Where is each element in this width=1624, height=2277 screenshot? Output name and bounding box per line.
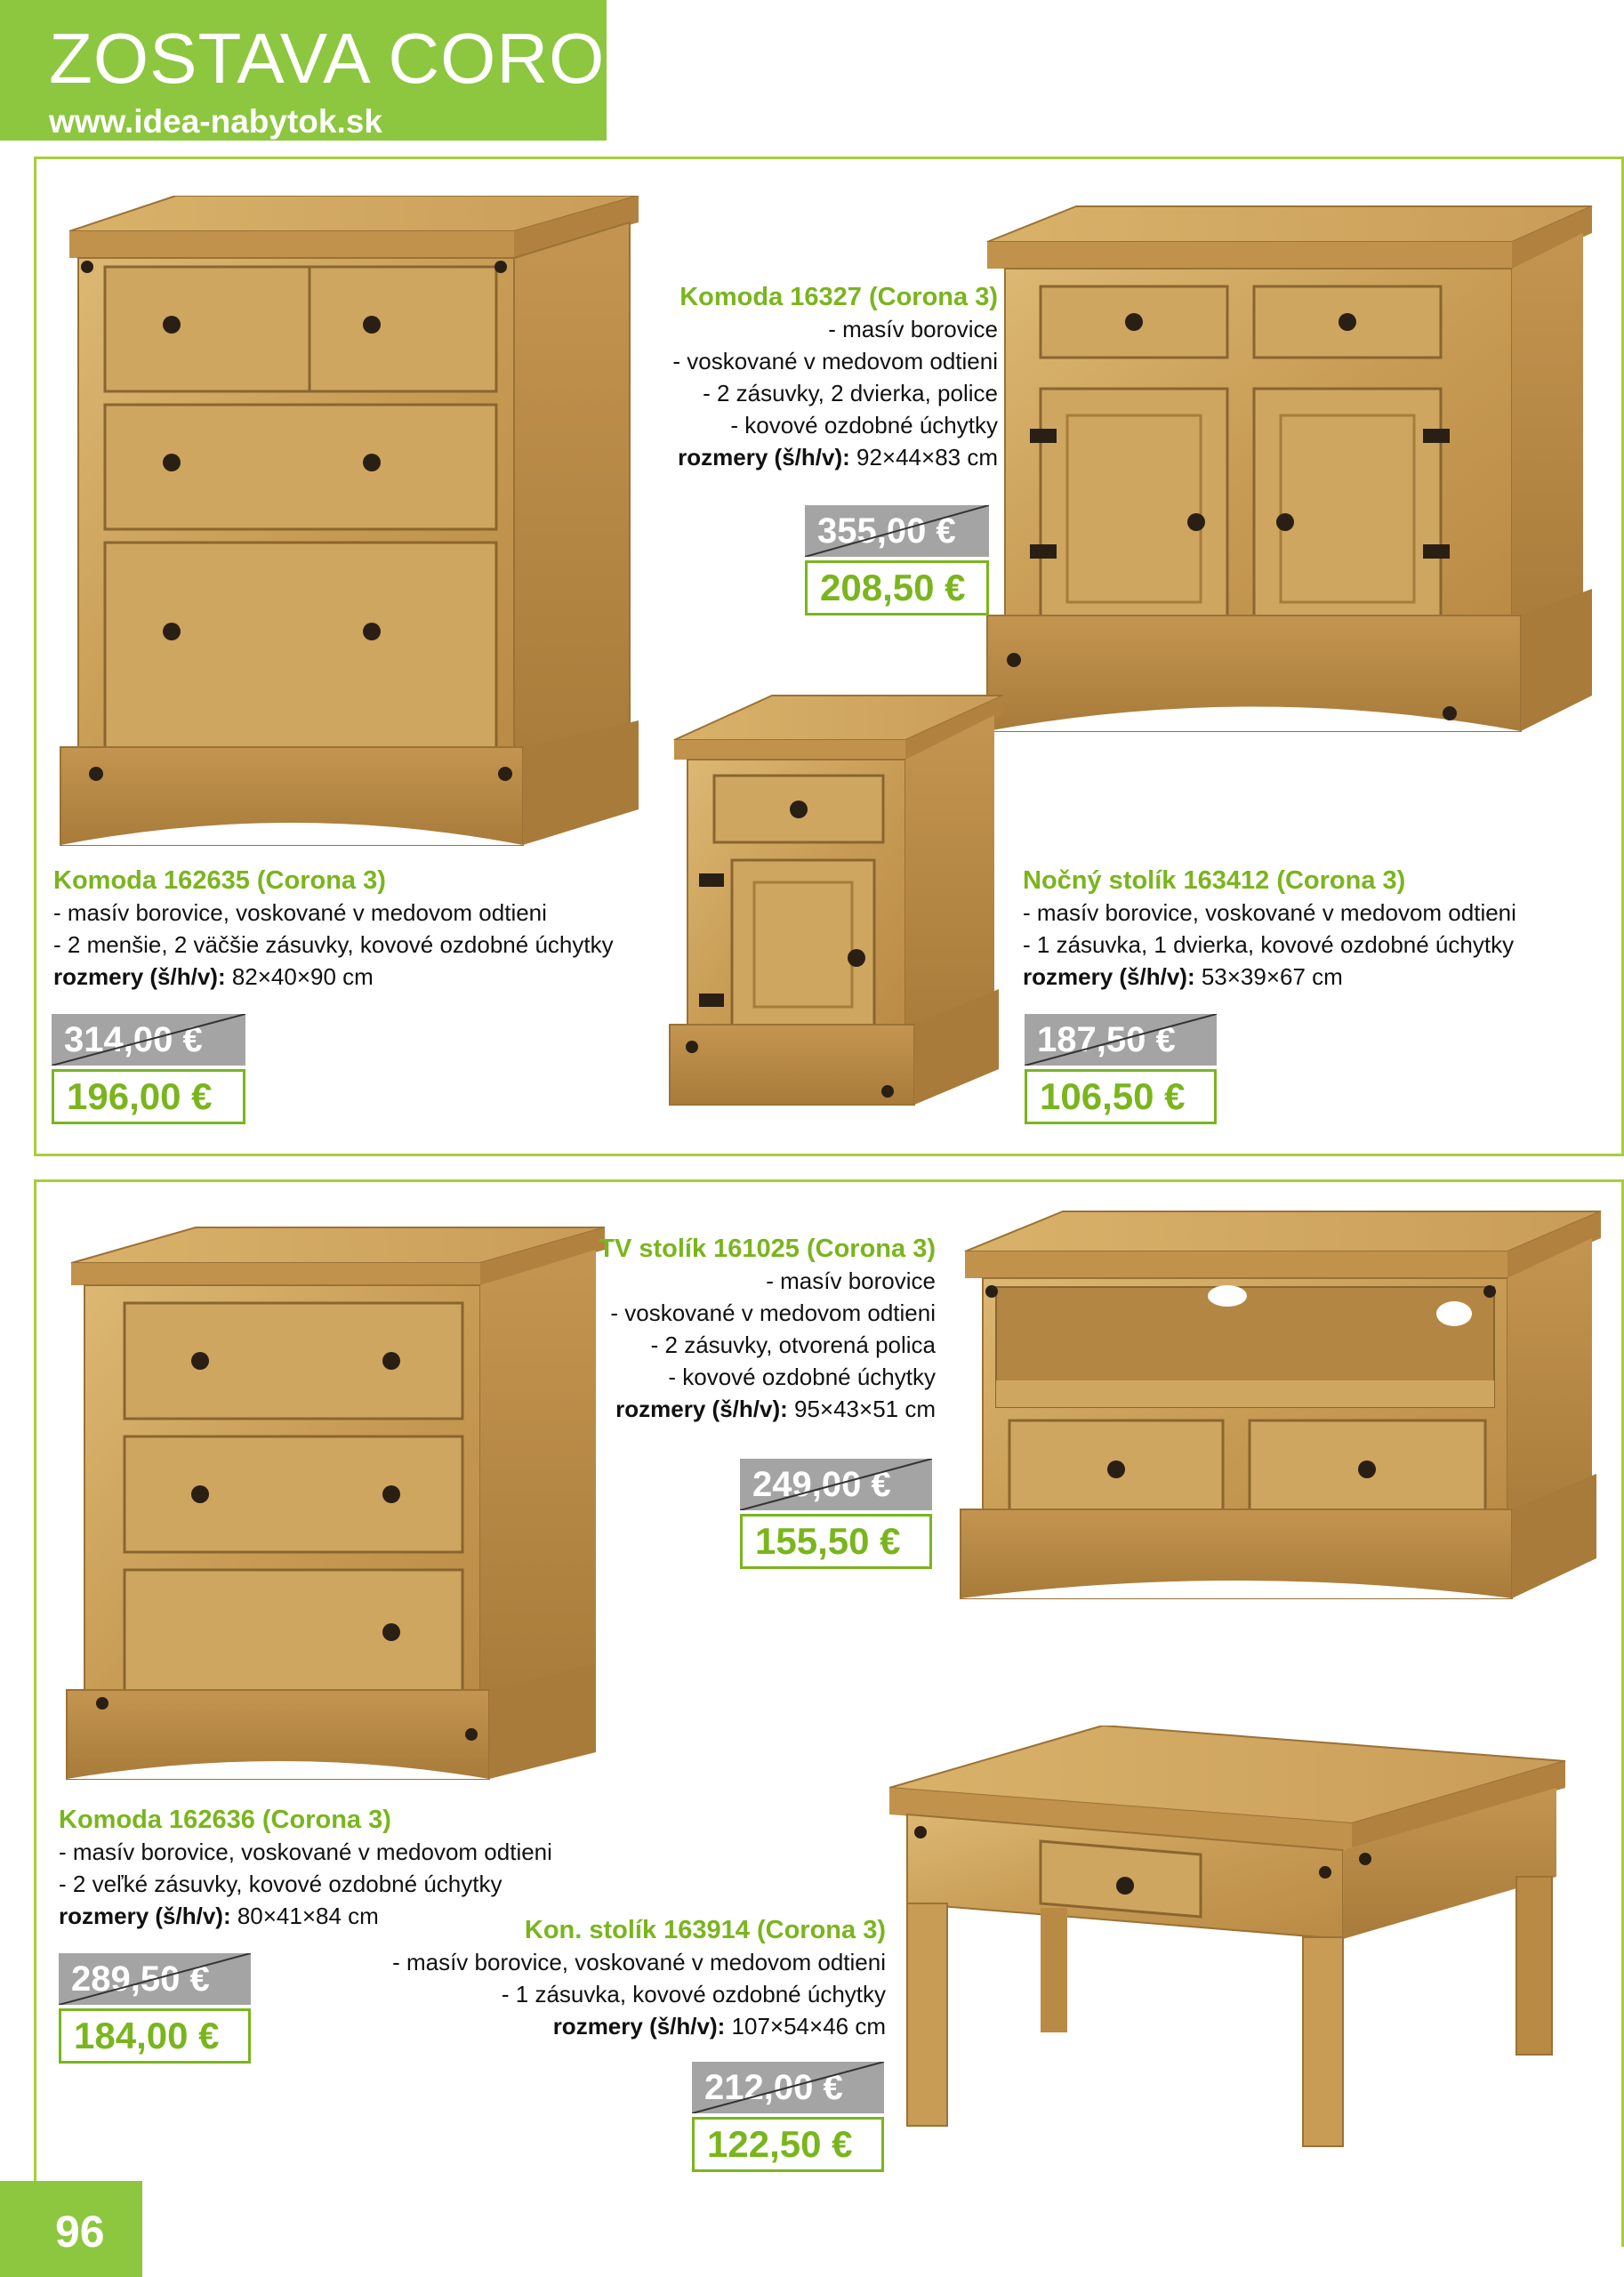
dimensions-label: rozmery (š/h/v): <box>678 444 850 471</box>
feature-line: - 2 zásuvky, 2 dvierka, police <box>703 380 998 406</box>
feature-line: - voskované v medovom odtieni <box>610 1299 936 1326</box>
old-price: 314,00 € <box>64 1020 203 1059</box>
dimensions-label: rozmery (š/h/v): <box>615 1396 788 1422</box>
old-price-badge <box>692 2062 884 2113</box>
feature-line: - 1 zásuvka, kovové ozdobné úchytky <box>501 1981 886 2007</box>
feature-line: - kovové ozdobné úchytky <box>668 1364 936 1390</box>
new-price: 155,50 € <box>755 1520 901 1562</box>
feature-line: - masív borovice, voskované v medovom odtieni <box>59 1838 552 1865</box>
dimensions-label: rozmery (š/h/v): <box>53 963 226 990</box>
new-price-badge <box>692 2117 884 2172</box>
strike-line <box>1025 1014 1217 1066</box>
dimensions-value: 92×44×83 cm <box>849 444 998 471</box>
feature-line: - masív borovice, voskované v medovom odtieni <box>53 899 547 926</box>
product-image-kon-stolik-163914 <box>880 1726 1574 2152</box>
dimensions-label: rozmery (š/h/v): <box>552 2013 726 2040</box>
product-name: Komoda 162635 (Corona 3) <box>53 866 386 895</box>
dimensions-label: rozmery (š/h/v): <box>59 1903 231 1929</box>
product-name: Komoda 16327 (Corona 3) <box>679 283 998 311</box>
dimensions-value: 80×41×84 cm <box>230 1903 379 1929</box>
product-info-komoda-162635 <box>53 865 623 993</box>
old-price: 212,00 € <box>704 2068 843 2107</box>
product-image-tv-stolik-161025 <box>956 1203 1610 1612</box>
old-price-badge <box>1025 1014 1217 1066</box>
old-price: 249,00 € <box>752 1465 891 1504</box>
dimensions-value: 95×43×51 cm <box>787 1396 936 1422</box>
page-number-tab <box>0 2181 142 2277</box>
dimensions-label: rozmery (š/h/v): <box>1023 963 1195 990</box>
new-price-badge <box>59 2008 251 2064</box>
new-price: 106,50 € <box>1040 1075 1186 1117</box>
strike-line <box>52 1014 245 1066</box>
feature-line: - masív borovice, voskované v medovom odtieni <box>1023 899 1516 926</box>
product-image-nocny-stolik-163412 <box>665 687 1014 1112</box>
feature-line: - kovové ozdobné úchytky <box>730 412 998 439</box>
feature-line: - voskované v medovom odtieni <box>672 348 998 374</box>
feature-line: - masív borovice <box>828 316 998 342</box>
new-price: 208,50 € <box>820 567 966 608</box>
strike-line <box>59 1953 251 2005</box>
product-image-komoda-16327 <box>978 197 1601 740</box>
strike-line <box>692 2062 884 2113</box>
product-name: Komoda 162636 (Corona 3) <box>59 1806 391 1834</box>
product-info-komoda-16327 <box>623 281 998 473</box>
dimensions-value: 107×54×46 cm <box>725 2013 886 2040</box>
feature-line: - 2 menšie, 2 väčšie zásuvky, kovové ozdobné úchytky <box>53 931 614 958</box>
old-price: 187,50 € <box>1037 1020 1176 1059</box>
new-price-badge <box>52 1069 245 1124</box>
dimensions-value: 53×39×67 cm <box>1194 963 1343 990</box>
product-info-nocny-stolik-163412 <box>1023 865 1610 993</box>
website-link[interactable]: www.idea-nabytok.sk <box>49 103 382 140</box>
product-image-komoda-162636 <box>62 1219 614 1788</box>
old-price: 289,50 € <box>71 1959 210 1999</box>
new-price-badge <box>1025 1069 1217 1124</box>
old-price-badge <box>740 1459 932 1510</box>
product-name: Kon. stolík 163914 (Corona 3) <box>524 1916 886 1944</box>
product-info-kon-stolik-163914 <box>374 1914 886 2042</box>
product-name: Nočný stolík 163412 (Corona 3) <box>1023 866 1406 895</box>
strike-line <box>805 505 989 557</box>
feature-line: - 2 veľké zásuvky, kovové ozdobné úchytky <box>59 1871 502 1897</box>
page-number: 96 <box>55 2207 105 2257</box>
header-banner <box>0 0 706 141</box>
strike-line <box>740 1459 932 1510</box>
old-price: 355,00 € <box>817 511 956 551</box>
feature-line: - masív borovice, voskované v medovom odtieni <box>392 1949 886 1975</box>
feature-line: - masív borovice <box>766 1267 936 1294</box>
new-price: 184,00 € <box>74 2015 220 2056</box>
product-name: TV stolík 161025 (Corona 3) <box>599 1235 936 1263</box>
product-info-tv-stolik-161025 <box>569 1233 936 1425</box>
new-price: 122,50 € <box>707 2123 853 2165</box>
dimensions-value: 82×40×90 cm <box>225 963 374 990</box>
product-info-komoda-162636 <box>59 1804 592 1932</box>
product-image-komoda-162635 <box>52 196 646 854</box>
new-price-badge <box>740 1514 932 1569</box>
old-price-badge <box>59 1953 251 2005</box>
page-title: ZOSTAVA CORONA <box>49 19 706 98</box>
old-price-badge <box>805 505 989 557</box>
old-price-badge <box>52 1014 245 1066</box>
feature-line: - 2 zásuvky, otvorená polica <box>650 1332 936 1358</box>
new-price-badge <box>805 560 989 616</box>
new-price: 196,00 € <box>67 1075 213 1117</box>
feature-line: - 1 zásuvka, 1 dvierka, kovové ozdobné úchytky <box>1023 931 1515 958</box>
